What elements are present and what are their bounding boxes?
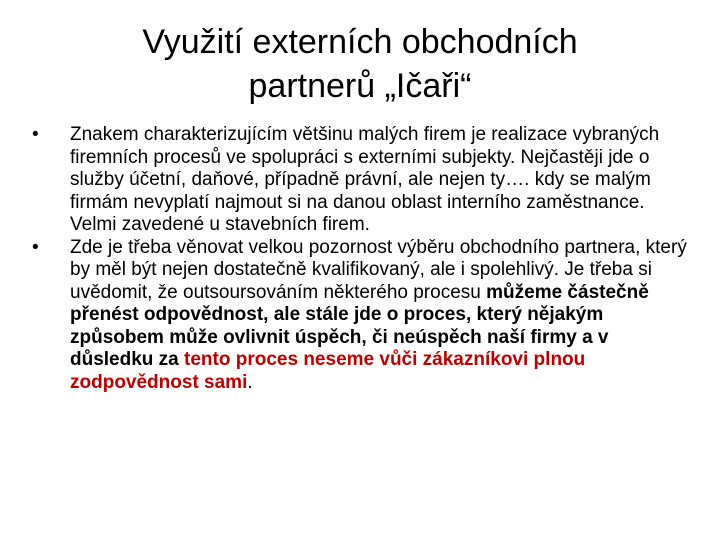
bullet-list [30, 124, 690, 394]
bullet-text-2-bold: můžeme částečně přenést odpovědnost, ale stále jde o proces, který nějakým způsobem může ovlivnit úspěch, či neúspěch naší firmy a v důsledku za [70, 281, 649, 370]
bullet-item-1 [30, 124, 690, 237]
title-line-2: partnerů „Ičaři“ [248, 67, 472, 105]
title-line-1: Využití externích obchodních [142, 23, 578, 61]
bullet-text-2-bold-red: tento proces neseme vůči zákazníkovi plnou zodpovědnost sami [70, 349, 586, 393]
bullet-text-2-plain: Zde je třeba věnovat velkou pozornost výběru obchodního partnera, který by měl být nejen dostatečně kvalifikovaný, ale i spolehlivý. Je třeba si uvědomit, že outsoursováním některého procesu [70, 236, 687, 303]
bullet-item-2 [30, 237, 690, 395]
slide-title [60, 20, 660, 108]
bullet-marker: • [32, 124, 39, 145]
bullet-marker: • [32, 236, 39, 258]
bullet-text-1: Znakem charakterizujícím většinu malých firem je realizace vybraných firemních procesů ve spolupráci s externími subjekty. Nejčastěji jde o služby účetní, daňové, případně právní, ale nejen ty…. kdy se malým firmám nevyplatí najmout si na danou oblast interního zaměstnance. Velmi zavedené u stavebních firem. [70, 124, 660, 235]
bullet-text-2-end: . [247, 371, 253, 393]
